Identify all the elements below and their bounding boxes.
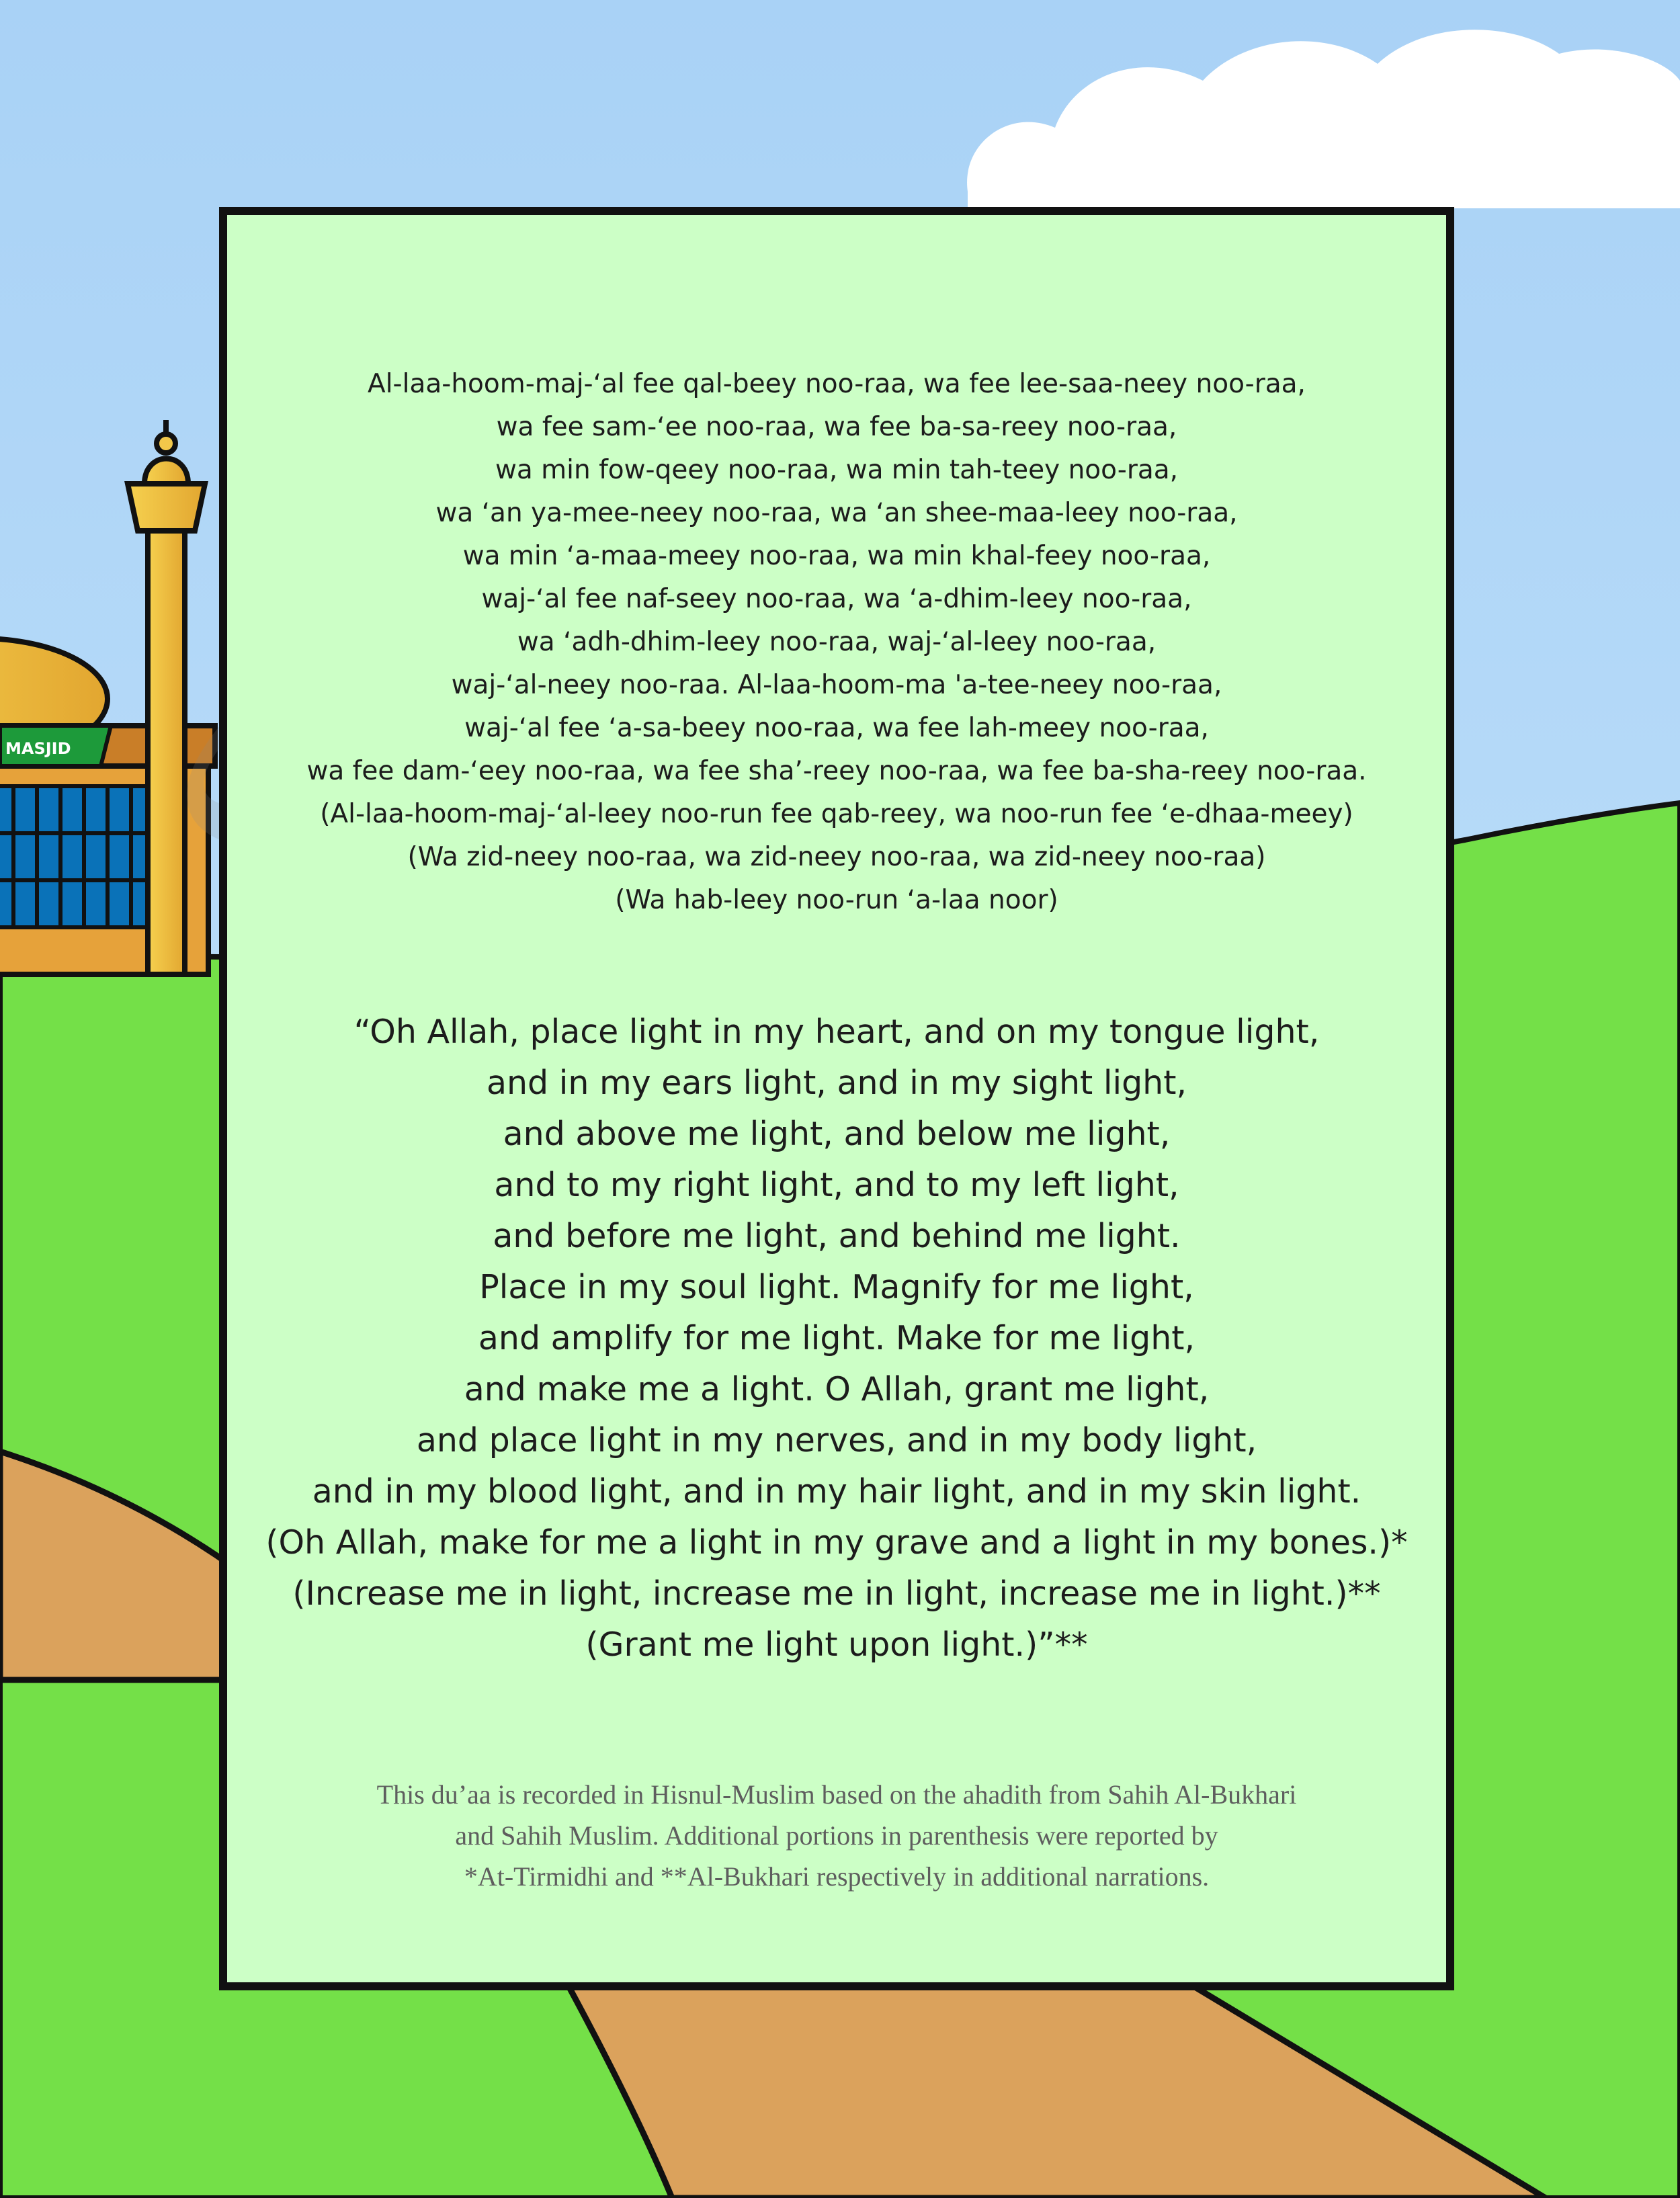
translation-line: and before me light, and behind me light. bbox=[493, 1217, 1181, 1255]
transliteration-line: waj-‘al fee naf-seey noo-raa, wa ‘a-dhim-leey noo-raa, bbox=[481, 584, 1192, 614]
transliteration-line: (Wa hab-leey noo-run ‘a-laa noor) bbox=[615, 885, 1058, 915]
transliteration-line: wa min ‘a-maa-meey noo-raa, wa min khal-feey noo-raa, bbox=[462, 541, 1211, 571]
transliteration-line: wa fee sam-‘ee noo-raa, wa fee ba-sa-reey noo-raa, bbox=[496, 412, 1177, 442]
source-note-line: This du’aa is recorded in Hisnul-Muslim based on the ahadith from Sahih Al-Bukhari bbox=[376, 1779, 1297, 1810]
translation-line: “Oh Allah, place light in my heart, and on my tongue light, bbox=[353, 1013, 1320, 1051]
source-note bbox=[227, 1774, 1446, 1897]
translation-line: and amplify for me light. Make for me light, bbox=[478, 1319, 1195, 1357]
translation-line: and make me a light. O Allah, grant me light, bbox=[464, 1370, 1210, 1408]
translation-line: and above me light, and below me light, bbox=[503, 1115, 1171, 1153]
transliteration-line: (Wa zid-neey noo-raa, wa zid-neey noo-raa, wa zid-neey noo-raa) bbox=[407, 842, 1266, 872]
transliteration-line: wa ‘adh-dhim-leey noo-raa, waj-‘al-leey noo-raa, bbox=[517, 627, 1157, 657]
masjid-sign bbox=[0, 726, 111, 766]
translation-line: and to my right light, and to my left light, bbox=[494, 1166, 1179, 1204]
translation-line: Place in my soul light. Magnify for me light, bbox=[479, 1268, 1194, 1306]
transliteration-line: (Al-laa-hoom-maj-‘al-leey noo-run fee qab-reey, wa noo-run fee ‘e-dhaa-meey) bbox=[320, 799, 1353, 829]
transliteration-block bbox=[227, 363, 1446, 922]
translation-line: and place light in my nerves, and in my body light, bbox=[416, 1421, 1257, 1460]
transliteration-line: waj-‘al fee ‘a-sa-beey noo-raa, wa fee lah-meey noo-raa, bbox=[464, 713, 1209, 743]
translation-line: and in my blood light, and in my hair light, and in my skin light. bbox=[312, 1472, 1361, 1511]
masjid-sign-text: MASJID bbox=[5, 739, 71, 758]
translation-line: (Oh Allah, make for me a light in my grave and a light in my bones.)* bbox=[265, 1523, 1408, 1562]
source-note-line: and Sahih Muslim. Additional portions in parenthesis were reported by bbox=[455, 1820, 1218, 1851]
translation-line: (Increase me in light, increase me in light, increase me in light.)** bbox=[292, 1574, 1381, 1613]
translation-block bbox=[227, 1007, 1446, 1671]
transliteration-line: wa min fow-qeey noo-raa, wa min tah-teey noo-raa, bbox=[495, 455, 1179, 485]
translation-line: (Grant me light upon light.)”** bbox=[585, 1625, 1088, 1664]
dua-panel bbox=[219, 207, 1454, 1990]
transliteration-line: waj-‘al-neey noo-raa. Al-laa-hoom-ma 'a-tee-neey noo-raa, bbox=[451, 670, 1222, 700]
source-note-line: *At-Tirmidhi and **Al-Bukhari respectively in additional narrations. bbox=[464, 1861, 1210, 1892]
transliteration-line: Al-laa-hoom-maj-‘al fee qal-beey noo-raa, wa fee lee-saa-neey noo-raa, bbox=[368, 369, 1306, 399]
translation-line: and in my ears light, and in my sight light, bbox=[486, 1064, 1187, 1102]
transliteration-line: wa ‘an ya-mee-neey noo-raa, wa ‘an shee-maa-leey noo-raa, bbox=[435, 498, 1238, 528]
transliteration-line: wa fee dam-‘eey noo-raa, wa fee sha’-reey noo-raa, wa fee ba-sha-reey noo-raa. bbox=[306, 756, 1367, 786]
